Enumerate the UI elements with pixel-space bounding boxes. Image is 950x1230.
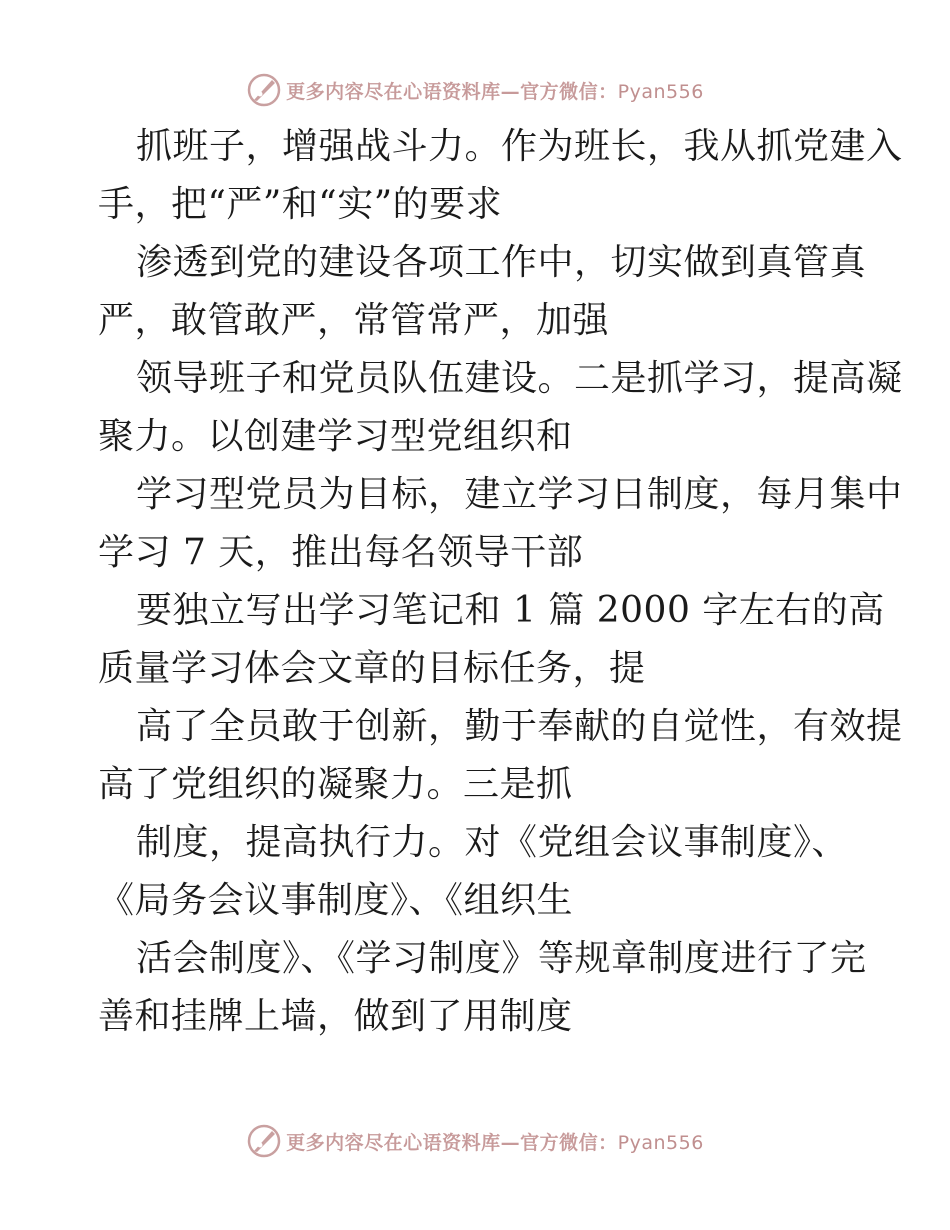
body-line: 活会制度》、《学习制度》等规章制度进行了完 (136, 938, 867, 979)
body-line: 高了全员敢于创新，勤于奉献的自觉性，有效提 (136, 706, 903, 747)
body-line: 《局务会议事制度》、《组织生 (98, 880, 574, 921)
header-banner-cn: 更多内容尽在心语资料库—官方微信： (286, 80, 618, 103)
footer-banner-text (286, 1128, 704, 1155)
body-line: 聚力。以创建学习型党组织和 (98, 416, 573, 457)
header-watermark-banner (0, 70, 950, 110)
quill-logo-icon (246, 1123, 282, 1159)
body-line: 抓班子，增强战斗力。作为班长，我从抓党建入 (136, 126, 903, 167)
header-banner-text (286, 77, 704, 104)
footer-banner-cn: 更多内容尽在心语资料库—官方微信： (286, 1131, 618, 1154)
footer-watermark-banner (0, 1121, 950, 1161)
body-line: 渗透到党的建设各项工作中，切实做到真管真 (136, 242, 867, 283)
header-banner-wechat-id: Pyan556 (617, 80, 704, 103)
body-line: 高了党组织的凝聚力。三是抓 (98, 764, 573, 805)
body-line: 要独立写出学习笔记和 1 篇 2000 字左右的高 (136, 590, 885, 631)
body-line: 质量学习体会文章的目标任务，提 (98, 648, 646, 689)
body-line: 制度，提高执行力。对《党组会议事制度》、 (136, 822, 849, 863)
body-line: 手，把“严”和“实”的要求 (98, 184, 503, 225)
quill-logo-icon (246, 72, 282, 108)
footer-banner-wechat-id: Pyan556 (617, 1131, 704, 1154)
body-line: 领导班子和党员队伍建设。二是抓学习，提高凝 (136, 358, 903, 399)
body-line: 善和挂牌上墙，做到了用制度 (98, 996, 573, 1037)
document-body (98, 118, 903, 1046)
body-line: 学习型党员为目标，建立学习日制度，每月集中 (136, 474, 903, 515)
body-line: 学习 7 天，推出每名领导干部 (98, 532, 584, 573)
body-line: 严，敢管敢严，常管常严，加强 (98, 300, 610, 341)
